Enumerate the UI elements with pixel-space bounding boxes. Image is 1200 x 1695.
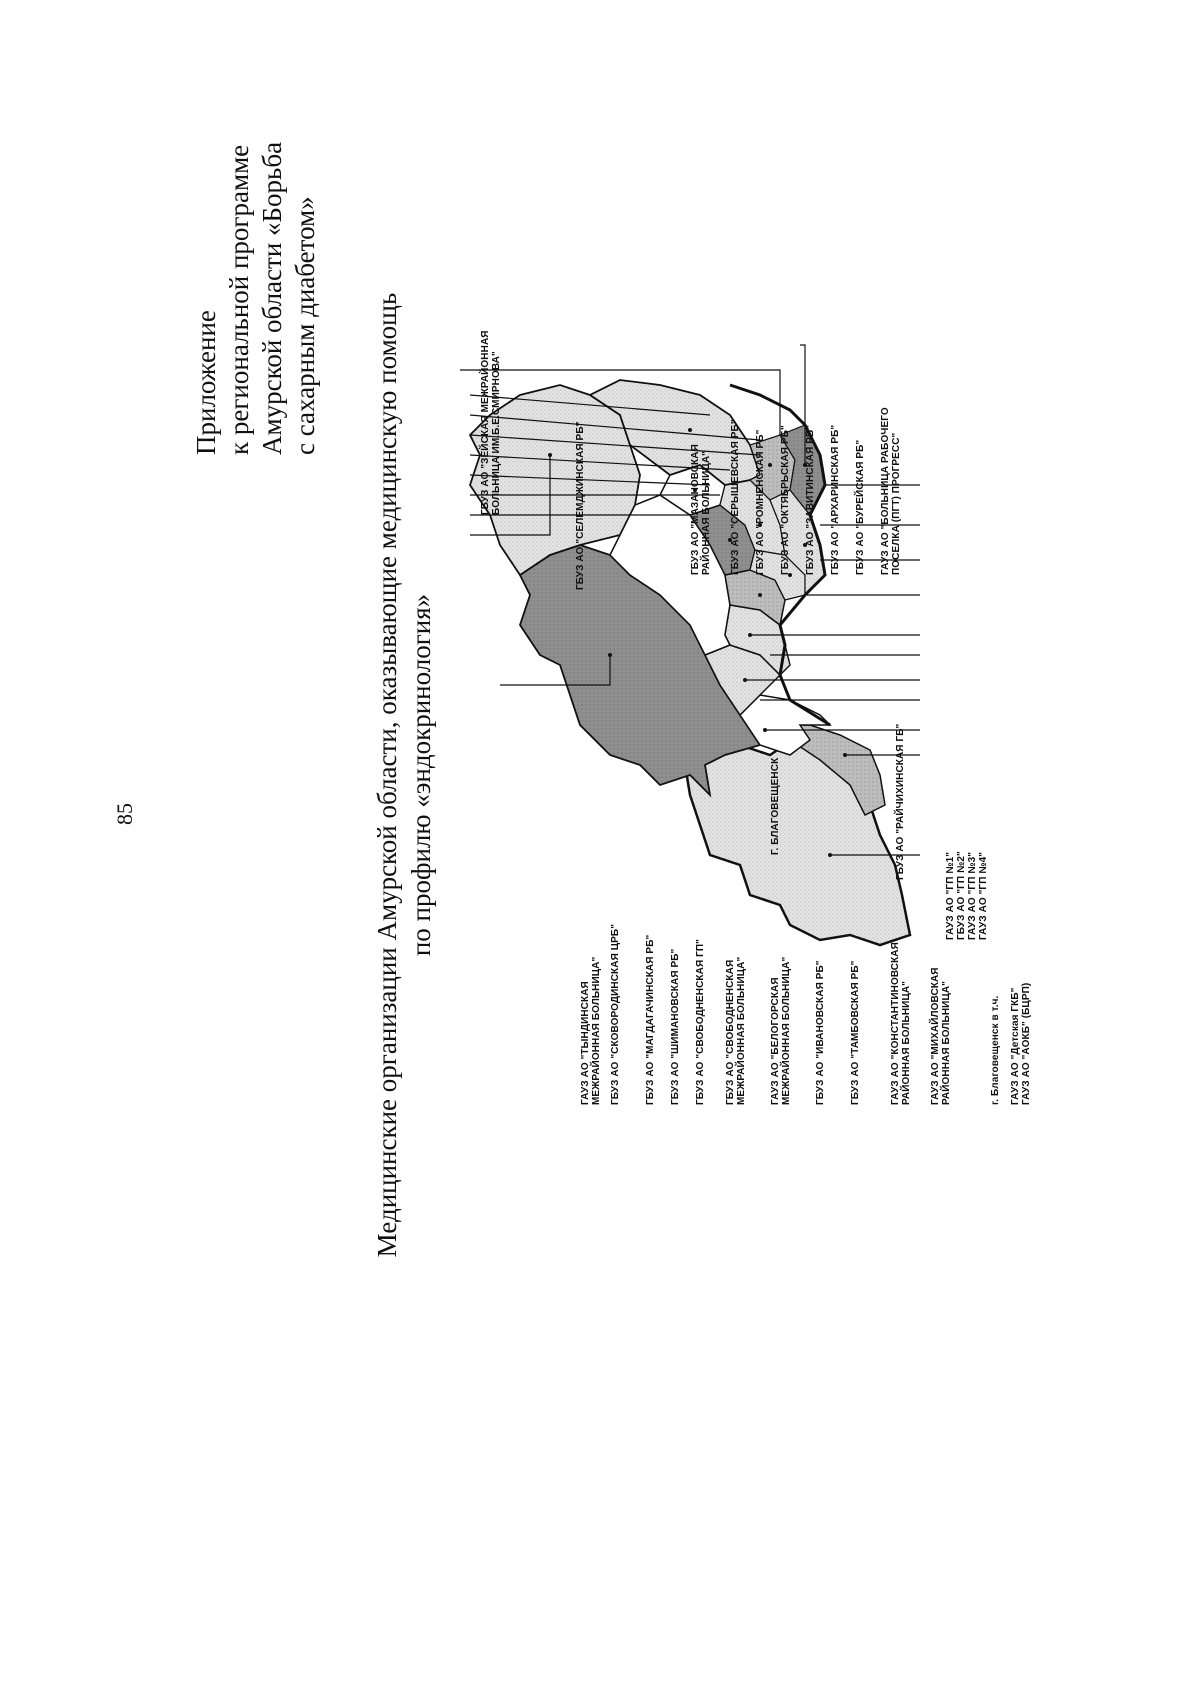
left-label-2-line: ГБУЗ АО "МАГДАГАЧИНСКАЯ РБ" [645,934,656,1105]
left-label-8-line: ГБУЗ АО "ТАМБОВСКАЯ РБ" [850,960,861,1105]
left-label-10 [930,967,952,1105]
bottom-label-polyclinics-line: ГАУЗ АО "ГП №1" [945,851,956,940]
appendix-line: Приложение [191,310,221,455]
left-label-0 [580,957,602,1105]
left-label-10-line: ГАУЗ АО "МИХАЙЛОВСКАЯ [930,967,941,1105]
bottom-label-polyclinics-line: ГБУЗ АО "ГП №2" [956,851,967,940]
appendix-line: с сахарным диабетом» [290,196,320,455]
right-label-0-line: РАЙОННАЯ БОЛЬНИЦА" [701,450,712,575]
left-label-7 [815,960,826,1105]
bottom-label-polyclinics [945,851,989,940]
right-label-2-line: ГБУЗ АО "РОМНЕНСКАЯ РБ" [755,429,766,575]
left-label-7-line: ГБУЗ АО "ИВАНОВСКАЯ РБ" [815,960,826,1105]
right-label-6 [855,440,866,575]
right-label-0-line: ГБУЗ АО "МАЗАНОВСКАЯ [690,444,701,575]
right-label-3-line: ГБУЗ АО "ОКТЯБРЬСКАЯ РБ" [780,425,791,575]
left-label-9-line: ГАУЗ АО "КОНСТАНТИНОВСКАЯ [890,942,901,1105]
right-label-4 [805,425,816,575]
bottom-label-raichikhinsk-line: ГБУЗ АО "РАЙЧИХИНСКАЯ ГБ" [895,723,906,880]
left-label-5-line: ГБУЗ АО "СВОБОДНЕНСКАЯ [725,959,736,1105]
left-label-4 [695,939,706,1105]
left-label-8 [850,960,861,1105]
top-label-selemdzha [575,422,586,590]
right-label-7 [880,407,902,575]
right-label-1-line: ГБУЗ АО "СЕРЫШЕВСКАЯ РБ" [730,419,741,575]
left-label-6 [770,957,792,1105]
right-label-1 [730,419,741,575]
left-bottom-items [1010,983,1032,1105]
left-label-3-line: ГБУЗ АО "ШИМАНОВСКАЯ РБ" [670,948,681,1105]
top-label-selemdzha-line: ГБУЗ АО "СЕЛЕМДЖИНСКАЯ РБ" [575,421,586,590]
left-label-2 [645,935,656,1105]
left-label-4-line: ГБУЗ АО "СВОБОДНЕНСКАЯ ГП" [695,938,706,1105]
right-label-0 [690,444,712,575]
top-label-zeya [480,330,502,515]
title-line-2: по профилю «эндокринология» [406,593,436,957]
page-number: 85 [112,803,137,825]
left-bottom-items-line: ГАУЗ АО "АОКБ" (БЦРП) [1021,982,1032,1105]
left-label-6-line: МЕЖРАЙОННАЯ БОЛЬНИЦА" [781,956,792,1105]
right-label-5 [830,425,841,575]
right-label-3 [780,425,791,575]
bottom-label-raichikhinsk [895,724,906,880]
bottom-label-city [770,758,781,855]
appendix-line: к региональной программе [224,144,254,455]
left-label-9-line: РАЙОННАЯ БОЛЬНИЦА" [901,980,912,1105]
right-label-7-line: ГАУЗ АО "БОЛЬНИЦА РАБОЧЕГО [880,407,891,575]
top-label-zeya-line: ГБУЗ АО "ЗЕЙСКАЯ МЕЖРАЙОННАЯ [480,330,491,515]
right-label-2 [755,430,766,575]
right-label-5-line: ГБУЗ АО "АРХАРИНСКАЯ РБ" [830,424,841,575]
left-label-9 [890,942,912,1105]
left-label-1 [610,924,621,1105]
bottom-label-polyclinics-line: ГАУЗ АО "ГП №4" [978,851,989,940]
bottom-label-city-line: Г. БЛАГОВЕЩЕНСК [770,757,781,855]
left-label-10-line: РАЙОННАЯ БОЛЬНИЦА" [941,980,952,1105]
right-label-4-line: ГБУЗ АО "ЗАВИТИНСКАЯ РБ" [805,424,816,575]
left-label-5-line: МЕЖРАЙОННАЯ БОЛЬНИЦА" [736,956,747,1105]
left-bottom-header [990,996,1001,1105]
left-bottom-header-line: г. Благовещенск в т.ч. [990,995,1001,1105]
left-label-5 [725,957,747,1105]
appendix-note [190,142,322,455]
top-label-zeya-line: БОЛЬНИЦА ИМ.Б.Е.СМИРНОВА" [491,351,502,515]
amur-region-map [460,335,920,955]
left-label-6-line: ГАУЗ АО "БЕЛОГОРСКАЯ [770,977,781,1105]
left-label-3 [670,949,681,1105]
bottom-label-polyclinics-line: ГАУЗ АО "ГП №3" [967,851,978,940]
left-bottom-items-line: ГАУЗ АО "Детская ГКБ" [1010,987,1021,1105]
left-label-0-line: МЕЖРАЙОННАЯ БОЛЬНИЦА" [591,956,602,1105]
title-line-1: Медицинские организации Амурской области, оказывающие медицинскую помощь [372,292,402,1258]
document-title [370,275,438,1275]
left-label-1-line: ГБУЗ АО "СКОВОРОДИНСКАЯ ЦРБ" [610,923,621,1105]
right-label-7-line: ПОСЕЛКА (ПГТ) ПРОГРЕСС" [891,432,902,575]
left-label-0-line: ГАУЗ АО "ТЫНДИНСКАЯ [580,981,591,1105]
appendix-line: Амурской области «Борьба [257,141,287,455]
right-label-6-line: ГБУЗ АО "БУРЕЙСКАЯ РБ" [855,439,866,575]
